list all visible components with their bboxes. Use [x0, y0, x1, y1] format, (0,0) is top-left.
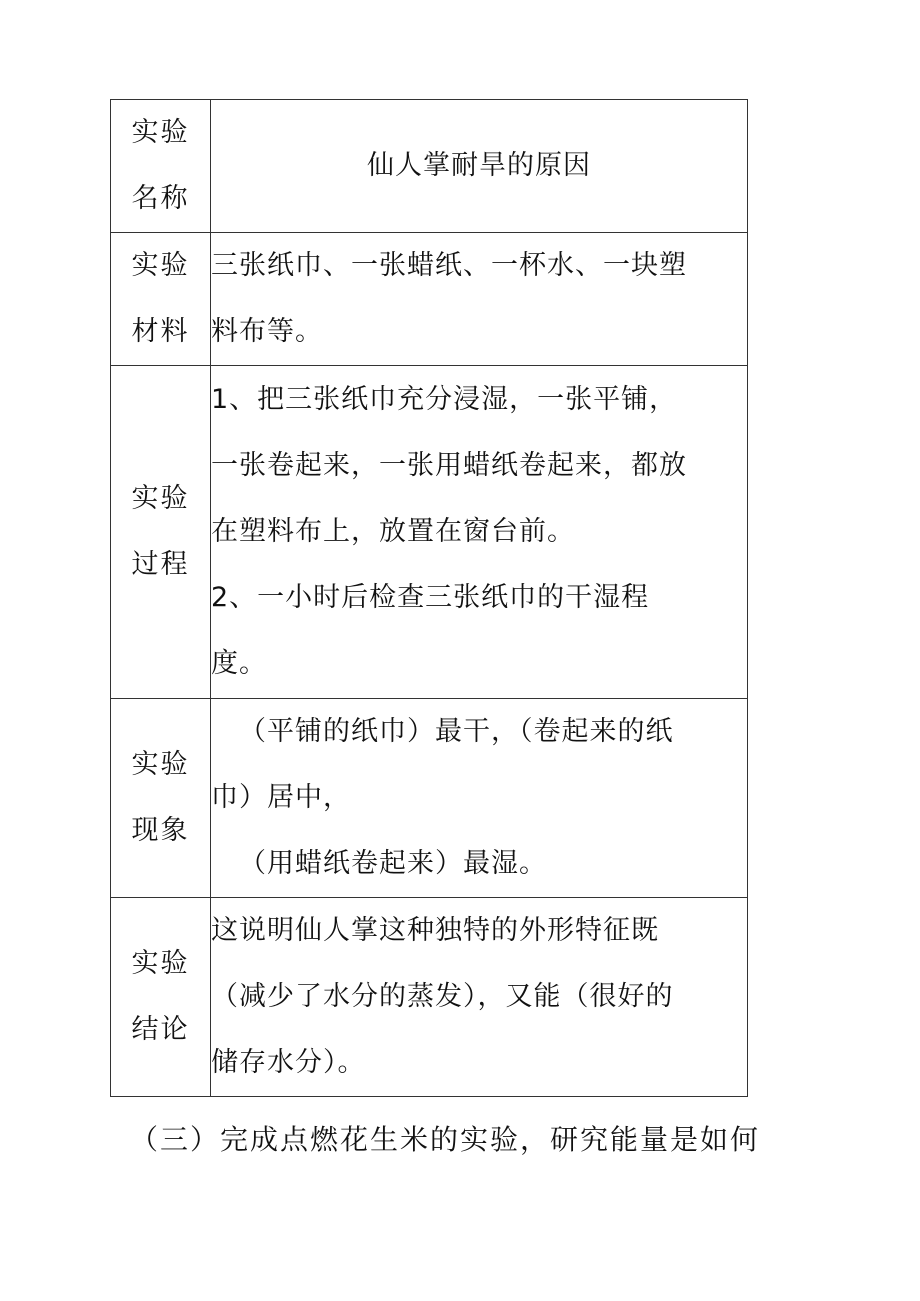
- row-label-name: 实验名称: [131, 117, 190, 214]
- row-content-cell: [211, 233, 748, 366]
- row-content-cell: [211, 898, 748, 1097]
- row-content-cell: [211, 100, 748, 233]
- process-line: 一张卷起来，一张用蜡纸卷起来，都放: [211, 450, 687, 481]
- row-label-cell: [111, 366, 211, 699]
- row-content-cell: [211, 366, 748, 699]
- phenomenon-line: （用蜡纸卷起来）最湿。: [239, 848, 547, 879]
- row-label-cell: [111, 233, 211, 366]
- process-line: 2、一小时后检查三张纸巾的干湿程: [211, 582, 650, 613]
- conclusion-line: 这说明仙人掌这种独特的外形特征既: [211, 915, 659, 946]
- row-label-phenomenon: 实验现象: [131, 749, 190, 846]
- process-line: 1、把三张纸巾充分浸湿，一张平铺，: [211, 384, 678, 415]
- table-row: [111, 233, 748, 366]
- materials-line: 料布等。: [211, 316, 323, 347]
- experiment-table: [110, 99, 748, 1097]
- row-label-cell: [111, 898, 211, 1097]
- phenomenon-line: 巾）居中，: [211, 782, 351, 813]
- conclusion-line: （减少了水分的蒸发），又能（很好的: [211, 981, 674, 1012]
- materials-line: 三张纸巾、一张蜡纸、一杯水、一块塑: [211, 250, 687, 281]
- row-label-conclusion: 实验结论: [131, 948, 190, 1045]
- table-row: [111, 100, 748, 233]
- phenomenon-line: （平铺的纸巾）最干，（卷起来的纸: [239, 716, 674, 747]
- table-row: [111, 898, 748, 1097]
- row-content-cell: [211, 699, 748, 898]
- row-label-cell: [111, 100, 211, 233]
- process-line: 度。: [211, 648, 267, 679]
- experiment-name-text: 仙人掌耐旱的原因: [367, 150, 591, 181]
- process-line: 在塑料布上，放置在窗台前。: [211, 516, 575, 547]
- table-row: [111, 699, 748, 898]
- row-label-process: 实验过程: [131, 483, 190, 580]
- section-heading-text: （三）完成点燃花生米的实验，研究能量是如何: [130, 1123, 761, 1156]
- conclusion-line: 储存水分）。: [211, 1047, 366, 1078]
- row-label-cell: [111, 699, 211, 898]
- row-label-materials: 实验材料: [131, 250, 190, 347]
- table-row: [111, 366, 748, 699]
